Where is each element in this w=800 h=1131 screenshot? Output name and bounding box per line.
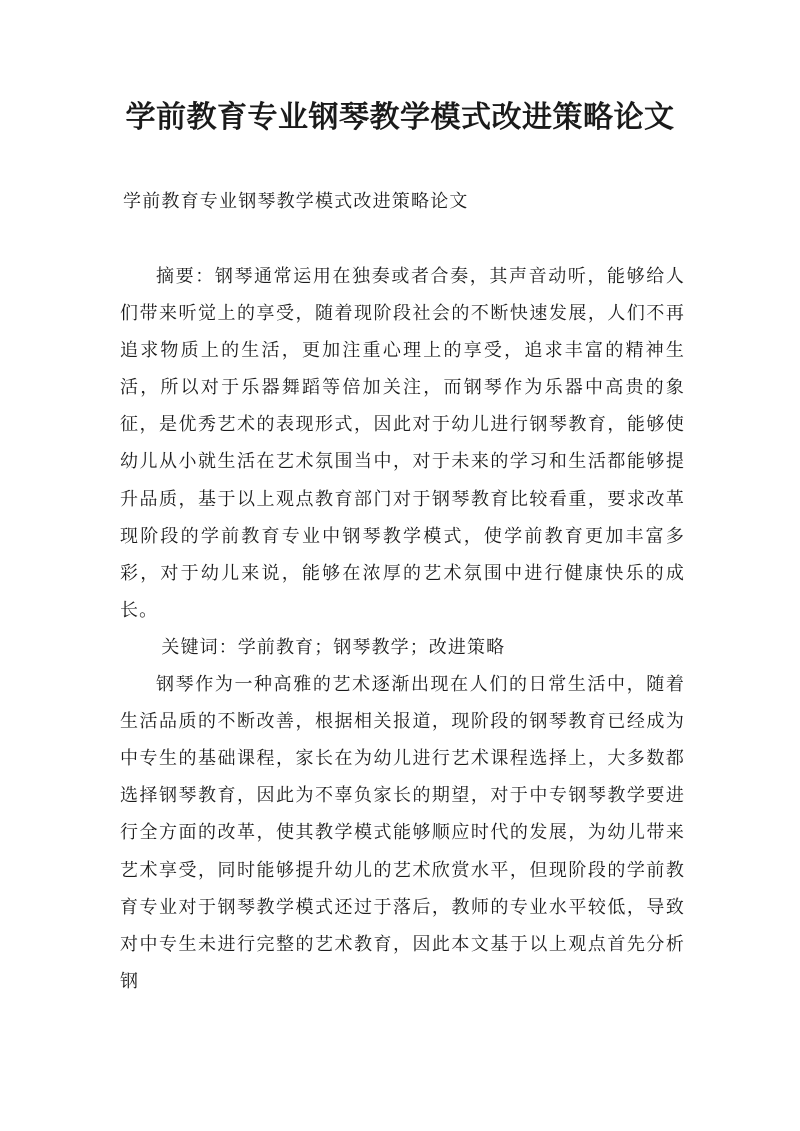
document-title: 学前教育专业钢琴教学模式改进策略论文 (125, 100, 675, 135)
abstract-paragraph: 摘要：钢琴通常运用在独奏或者合奏，其声音动听，能够给人们带来听觉上的享受，随着现阶段社会的不断快速发展，人们不再追求物质上的生活，更加注重心理上的享受，追求丰富的精神生活，所以对于乐器舞蹈等倍加关注，而钢琴作为乐器中高贵的象征，是优秀艺术的表现形式，因此对于幼儿进行钢琴教育，能够使幼儿从小就生活在艺术氛围当中，对于未来的学习和生活都能够提升品质，基于以上观点教育部门对于钢琴教育比较看重，要求改革现阶段的学前教育专业中钢琴教学模式，使学前教育更加丰富多彩，对于幼儿来说，能够在浓厚的艺术氛围中进行健康快乐的成长。 (120, 266, 685, 621)
document-body (120, 258, 685, 1000)
document-subtitle: 学前教育专业钢琴教学模式改进策略论文 (123, 191, 469, 212)
introduction-paragraph: 钢琴作为一种高雅的艺术逐渐出现在人们的日常生活中，随着生活品质的不断改善，根据相关报道，现阶段的钢琴教育已经成为中专生的基础课程，家长在为幼儿进行艺术课程选择上，大多数都选择钢琴教育，因此为不辜负家长的期望，对于中专钢琴教学要进行全方面的改革，使其教学模式能够顺应时代的发展，为幼儿带来艺术享受，同时能够提升幼儿的艺术欣赏水平，但现阶段的学前教育专业对于钢琴教学模式还过于落后，教师的专业水平较低，导致对中专生未进行完整的艺术教育，因此本文基于以上观点首先分析钢 (120, 674, 685, 992)
keywords-paragraph: 关键词：学前教育；钢琴教学；改进策略 (161, 636, 506, 658)
